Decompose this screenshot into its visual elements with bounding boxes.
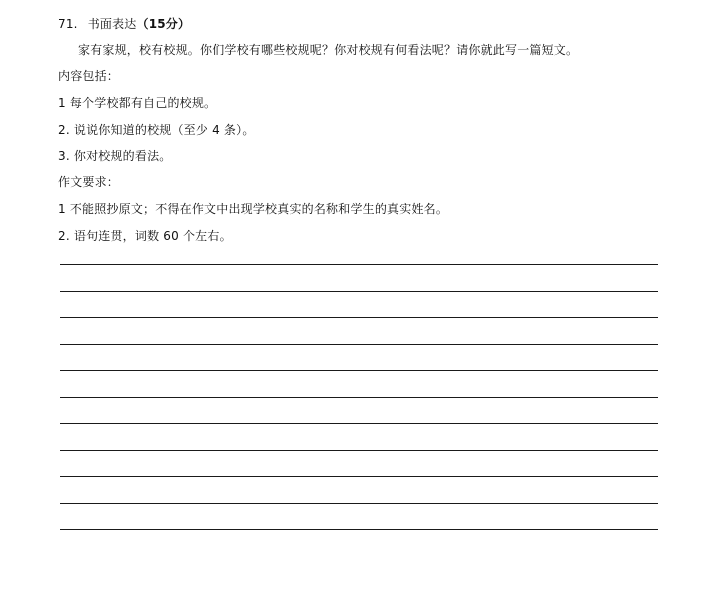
answer-line[interactable] [60, 370, 658, 371]
content-item-1: 1 每个学校都有自己的校规。 [58, 96, 217, 110]
question-prompt: 家有家规，校有校规。你们学校有哪些校规呢？你对校规有何看法呢？请你就此写一篇短文。 [78, 43, 579, 57]
answer-line[interactable] [60, 476, 658, 477]
answer-line[interactable] [60, 264, 658, 265]
question-score: （15分） [136, 17, 191, 31]
question-title-row [58, 16, 190, 32]
answer-line[interactable] [60, 529, 658, 530]
answer-line[interactable] [60, 423, 658, 424]
requirement-item-2: 2. 语句连贯，词数 60 个左右。 [58, 229, 232, 243]
requirements-heading: 作文要求： [58, 175, 120, 189]
answer-line[interactable] [60, 450, 658, 451]
answer-line[interactable] [60, 344, 658, 345]
answer-line[interactable] [60, 503, 658, 504]
answer-line[interactable] [60, 397, 658, 398]
answer-lines-area[interactable] [60, 258, 660, 548]
requirement-item-1: 1 不能照抄原文；不得在作文中出现学校真实的名称和学生的真实姓名。 [58, 202, 449, 216]
question-title: 书面表达 [87, 17, 137, 31]
question-number: 71. [58, 17, 78, 31]
content-heading: 内容包括： [58, 69, 120, 83]
content-item-3: 3. 你对校规的看法。 [58, 149, 172, 163]
answer-line[interactable] [60, 317, 658, 318]
content-item-2: 2. 说说你知道的校规（至少 4 条）。 [58, 123, 255, 137]
answer-line[interactable] [60, 291, 658, 292]
